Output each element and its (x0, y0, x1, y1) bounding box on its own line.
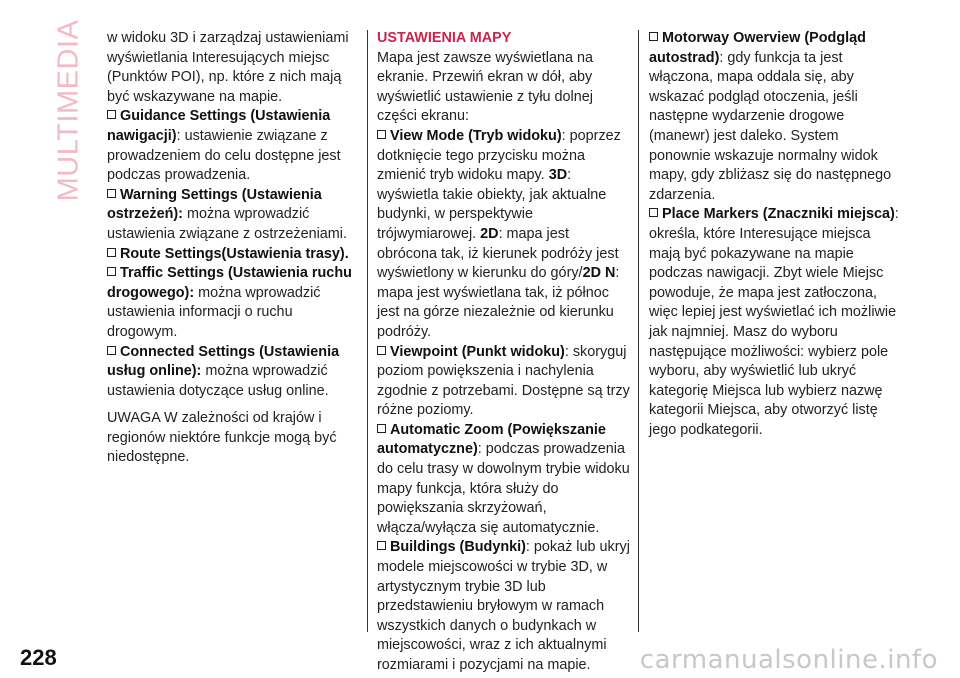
checkbox-bullet-icon (649, 32, 658, 41)
checkbox-bullet-icon (107, 189, 116, 198)
item-title: Route Settings(Ustawienia trasy). (120, 245, 349, 262)
list-item (377, 421, 630, 539)
item-text: : gdy funkcja ta jest włączona, mapa oddala się, aby wskazać podgląd otoczenia, jeśli następne wydarzenie drogowe (manewr) jest daleko. System ponownie wskazuje normalny widok mapy, gdy zbliżasz się do następnego zdarzenia. (649, 49, 892, 203)
section-side-tab (52, 19, 86, 201)
note-text: UWAGA W zależności od krajów i regionów niektóre funkcje mogą być niedostępne. (107, 410, 337, 466)
checkbox-bullet-icon (107, 110, 116, 119)
mode-2dn-label: 2D N (582, 265, 616, 282)
item-text: można wprowadzić ustawienia informacji o ruchu drogowym. (107, 284, 321, 340)
mode-2d-label: 2D (480, 225, 499, 242)
list-item-view-mode (377, 127, 630, 343)
section-side-tab-label: MULTIMEDIA (52, 19, 85, 201)
checkbox-bullet-icon (377, 541, 386, 550)
text-column-2 (377, 29, 630, 676)
checkbox-bullet-icon (107, 346, 116, 355)
item-title: Connected Settings (Ustawienia usług online): (107, 343, 340, 380)
list-item (107, 343, 359, 402)
column-divider-2 (638, 30, 639, 632)
list-item (107, 107, 359, 185)
mode-3d-label: 3D (548, 167, 568, 184)
item-text: : ustawienie związane z prowadzeniem do celu dostępne jest podczas prowadzenia. (107, 127, 341, 184)
list-item (649, 205, 901, 440)
section-heading: USTAWIENIA MAPY (377, 30, 512, 46)
item-title: Traffic Settings (Ustawienia ruchu drogowego): (107, 265, 352, 301)
item-title: Warning Settings (Ustawienia ostrzeżeń): (107, 186, 322, 223)
item-title: View Mode (Tryb widoku) (390, 127, 562, 144)
item-title: Motorway Owerview (Podgląd autostrad) (649, 30, 866, 66)
item-text: można wprowadzić ustawienia dotyczące usług online. (107, 363, 329, 399)
item-title: Viewpoint (Punkt widoku) (390, 343, 565, 360)
checkbox-bullet-icon (649, 208, 658, 217)
item-text: : poprzez dotknięcie tego przycisku można zmienić tryb widoku mapy. (377, 127, 621, 184)
item-title: Buildings (Budynki) (390, 539, 526, 556)
page-number: 228 (20, 645, 57, 670)
checkbox-bullet-icon (377, 346, 386, 355)
item-title: Guidance Settings (Ustawienia nawigacji) (107, 108, 331, 144)
checkbox-bullet-icon (377, 424, 386, 433)
item-text: : określa, które Interesujące miejsca mają być pokazywane na mapie podczas nawigacji. Zbyt wiele Miejsc powoduje, że mapa jest zatłoczona, więc lepiej jest wyświetlać ich możliwie jak najmniej. Masz do wyboru następujące możliwości: wybierz pole wyboru, aby wyświetlić lub ukryć kategorię Miejsca lub wybierz nazwę kategorii Miejsca, aby otworzyć listę jego podkategorii. (649, 206, 899, 438)
site-watermark: carmanualsonline.info (639, 645, 938, 675)
item-title: Place Markers (Znaczniki miejsca) (662, 206, 895, 223)
list-item (649, 29, 901, 205)
list-item (377, 538, 630, 675)
item-text: : mapa jest obrócona tak, iż kierunek podróży jest wyświetlony w kierunku do góry/ (377, 225, 619, 282)
item-title: Automatic Zoom (Powiększanie automatyczne) (377, 421, 606, 458)
list-item (377, 343, 630, 421)
item-text: można wprowadzić ustawienia związane z ostrzeżeniami. (107, 206, 347, 242)
col1-intro: w widoku 3D i zarządzaj ustawieniami wyświetlania Interesujących miejsc (Punktów POI), np. które z nich mają być wskazywane na mapie. (107, 30, 349, 105)
text-column-3 (649, 29, 901, 440)
item-text: : wyświetla takie obiekty, jak aktualne budynki, w perspektywie trójwymiarowej. (377, 167, 607, 242)
item-text: : skoryguj poziom powiększenia i nachylenia zgodnie z potrzebami. Dostępne są trzy różne poziomy. (377, 343, 630, 419)
item-text: : mapa jest wyświetlana tak, iż północ jest na górze niezależnie od kierunku podróży. (377, 265, 620, 340)
column-divider-1 (367, 30, 368, 632)
checkbox-bullet-icon (107, 267, 116, 276)
list-item (107, 245, 359, 265)
text-column-1 (107, 29, 359, 468)
checkbox-bullet-icon (377, 130, 386, 139)
item-text: : podczas prowadzenia do celu trasy w dowolnym trybie widoku mapy funkcja, która służy do powiększania skrzyżowań, włącza/wyłącza się automatycznie. (377, 441, 630, 536)
checkbox-bullet-icon (107, 248, 116, 257)
list-item (107, 264, 359, 342)
list-item (107, 186, 359, 245)
col2-intro: Mapa jest zawsze wyświetlana na ekranie. Przewiń ekran w dół, aby wyświetlić ustawienie z tyłu dolnej części ekranu: (377, 49, 593, 125)
item-text: : pokaż lub ukryj modele miejscowości w trybie 3D, w artystycznym trybie 3D lub przedstawieniu bryłowym w ramach wszystkich danych o budynkach w miejscowości, wraz z ich aktualnymi rozmiarami i pozycjami na mapie. (377, 539, 630, 673)
